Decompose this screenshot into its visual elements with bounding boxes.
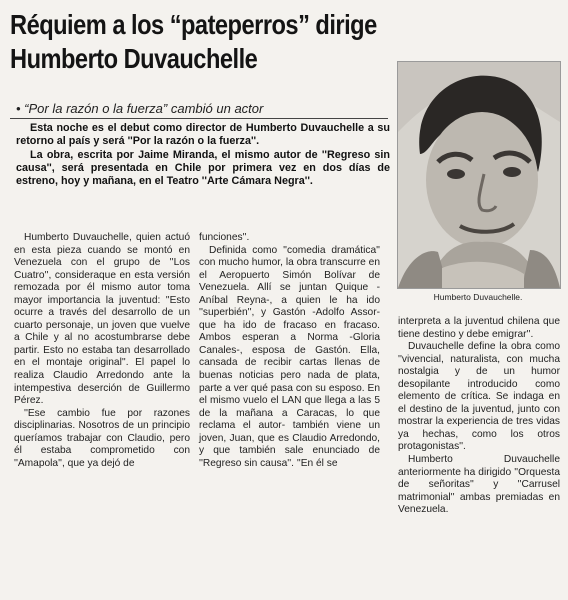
column-1 bbox=[14, 232, 190, 594]
body-paragraph: Humberto Duvauchelle, quien actuó en esta pieza cuando se montó en Venezuela con el grupo de ''Los Cuatro'', consideraque en esta versión remozada por él mismo autor toma mayor importancia la juventud: ''Esto ocurre a través del desarrollo de un cuarto personaje, un joven que vuelve a Chile y al no acostumbrarse debe partir. Esto no estaba tan desarrollado en el montaje original''. El papel lo realiza Claudio Arredondo ante la intempestiva deserción de Guillermo Pérez. bbox=[14, 232, 190, 407]
photo-caption: Humberto Duvauchelle. bbox=[433, 292, 523, 302]
body-paragraph: funciones''. bbox=[199, 232, 250, 243]
portrait-photo-icon bbox=[397, 61, 561, 289]
column-3 bbox=[398, 316, 560, 594]
column-2 bbox=[199, 232, 380, 594]
subheadline-text: “Por la razón o la fuerza” cambió un actor bbox=[24, 101, 264, 116]
lead-paragraph: Esta noche es el debut como director de Humberto Duvauchelle a su retorno al país y será ''Por la razón o la fuerza''. bbox=[16, 122, 390, 148]
bullet-icon: • bbox=[16, 101, 25, 116]
headline bbox=[10, 8, 388, 76]
body-paragraph: Duvauchelle define la obra como ''vivencial, naturalista, con mucha nostalgia y de un humor desopilante introducido como elemento de crítica. Se indaga en el destino de la juventud, junto con mostrar la experiencia de tres vidas ya hechas, como los otros protagonistas''. bbox=[398, 341, 560, 453]
subheadline bbox=[16, 101, 396, 116]
body-paragraph: interpreta a la juventud chilena que tiene destino y debe emigrar''. bbox=[398, 316, 560, 340]
divider bbox=[10, 118, 388, 119]
headline-line-2: Humberto Duvauchelle bbox=[10, 43, 258, 74]
portrait-illustration bbox=[398, 62, 560, 288]
headline-line-1: Réquiem a los “pateperros” dirige bbox=[10, 9, 377, 40]
body-paragraph: Humberto Duvauchelle anteriormente ha dirigido ''Orquesta de señoritas'' y ''Carrusel matrimonial'' ambas premiadas en Venezuela. bbox=[398, 454, 560, 516]
body-paragraph: ''Ese cambio fue por razones disciplinarias. Nosotros de un principio queríamos trabajar con Claudio, pero él estaba comprometido con ''Amapola'', que ya dejó de bbox=[14, 407, 190, 469]
lead-paragraphs bbox=[16, 122, 390, 188]
body-paragraph: Definida como ''comedia dramática'' con mucho humor, la obra transcurre en el Aeropuerto Simón Bolívar de Venezuela. Allí se juntan Quique -Aníbal Reyna-, a quien le ha ido ''superbién'', y Gastón -Adolfo Assor- que ha ido de fracaso en fracaso. Ambos esperan a Norma -Gloria Canales-, esposa de Gastón. Ella, cansada de recibir cartas llenas de buenas noticias pero nada de plata, parte a ver qué pasa con su esposo. En el mismo vuelo el LAN que llega a las 5 de la mañana a Caracas, lo que reclama el autor- también viene un joven, Juan, que es Claudio Arredondo, y que también sale enunciado de ''Regreso sin causa''. ''En él se bbox=[199, 244, 380, 469]
lead-paragraph: La obra, escrita por Jaime Miranda, el mismo autor de ''Regreso sin causa'', será presentada en Chile por primera vez en dos días de estreno, hoy y mañana, en el Teatro ''Arte Cámara Negra''. bbox=[16, 148, 390, 188]
